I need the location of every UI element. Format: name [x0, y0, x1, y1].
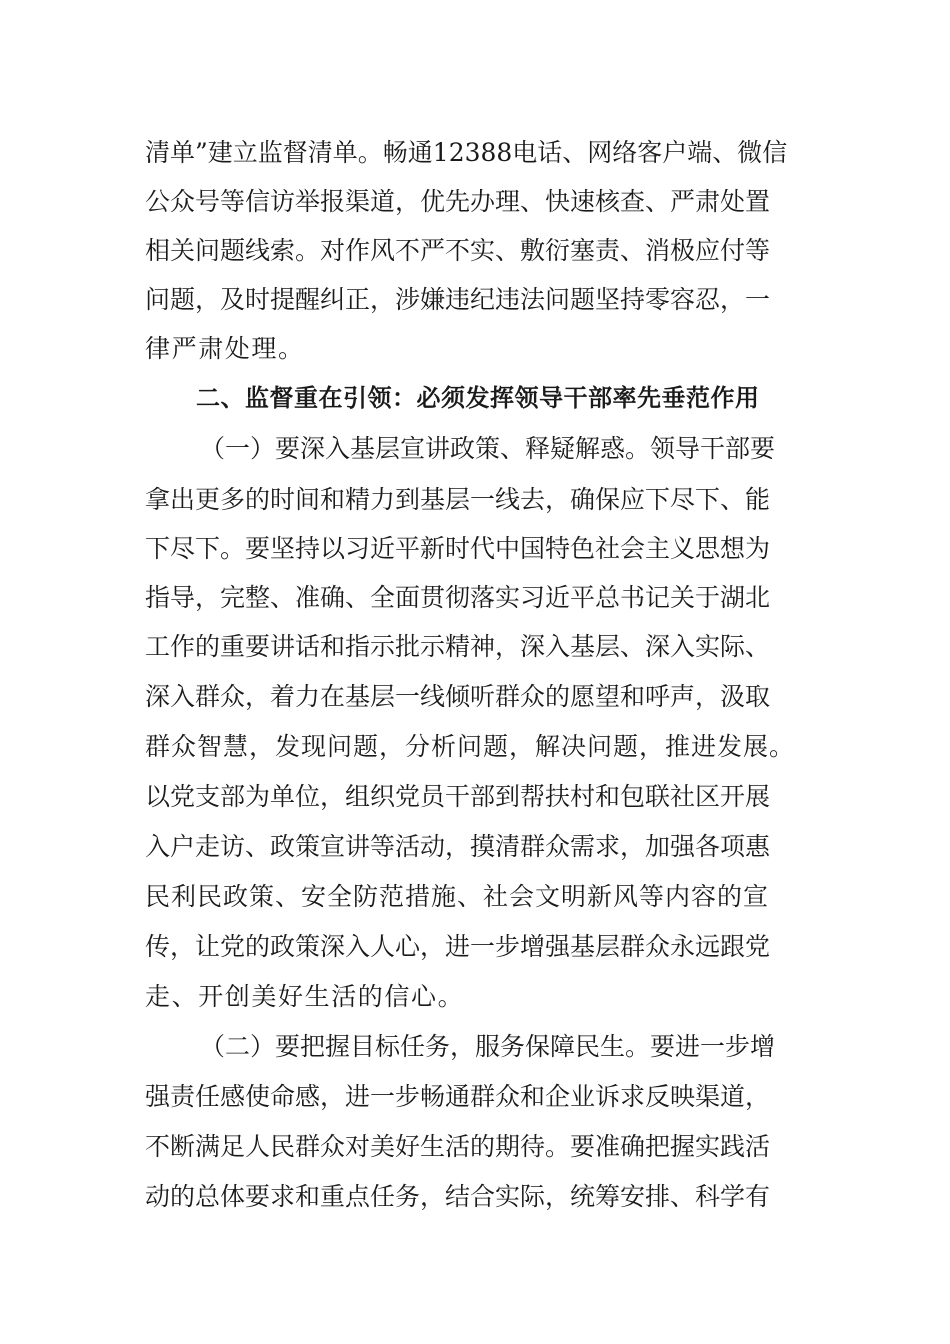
- body-text-line: 不断满足人民群众对美好生活的期待。要准确把握实践活: [145, 1132, 771, 1161]
- body-text-line: 深入群众，着力在基层一线倾听群众的愿望和呼声，汲取: [145, 682, 771, 711]
- body-text-line: 强责任感使命感，进一步畅通群众和企业诉求反映渠道，: [145, 1082, 771, 1111]
- body-text-line: 传，让党的政策深入人心，进一步增强基层群众永远跟党: [145, 932, 771, 961]
- body-text-line: 动的总体要求和重点任务，结合实际，统筹安排、科学有: [145, 1182, 771, 1211]
- body-text-line: 下尽下。要坚持以习近平新时代中国特色社会主义思想为: [145, 534, 771, 563]
- body-text-line: 民利民政策、安全防范措施、社会文明新风等内容的宣: [145, 882, 770, 911]
- body-text-line: 公众号等信访举报渠道，优先办理、快速核查、严肃处置: [145, 187, 771, 216]
- body-text-line: 群众智慧，发现问题，分析问题，解决问题，推进发展。: [145, 732, 796, 761]
- body-text-line: 拿出更多的时间和精力到基层一线去，确保应下尽下、能: [145, 485, 771, 514]
- body-text-line: 走、开创美好生活的信心。: [145, 982, 465, 1011]
- paragraph-first-line: （一）要深入基层宣讲政策、释疑解惑。领导干部要: [200, 434, 776, 463]
- body-text-line: 指导，完整、准确、全面贯彻落实习近平总书记关于湖北: [145, 583, 771, 612]
- body-text-line: 以党支部为单位，组织党员干部到帮扶村和包联社区开展: [145, 782, 771, 811]
- body-text-line: 律严肃处理。: [145, 334, 305, 363]
- body-text-line: 入户走访、政策宣讲等活动，摸清群众需求，加强各项惠: [145, 832, 771, 861]
- paragraph-first-line: （二）要把握目标任务，服务保障民生。要进一步增: [200, 1032, 776, 1061]
- section-heading: 二、监督重在引领：必须发挥领导干部率先垂范作用: [196, 384, 760, 412]
- body-text-line: 清单”建立监督清单。畅通12388电话、网络客户端、微信: [145, 138, 788, 167]
- body-text-line: 工作的重要讲话和指示批示精神，深入基层、深入实际、: [145, 632, 771, 661]
- body-text-line: 问题，及时提醒纠正，涉嫌违纪违法问题坚持零容忍，一: [145, 285, 771, 314]
- body-text-line: 相关问题线索。对作风不严不实、敷衍塞责、消极应付等: [145, 236, 771, 265]
